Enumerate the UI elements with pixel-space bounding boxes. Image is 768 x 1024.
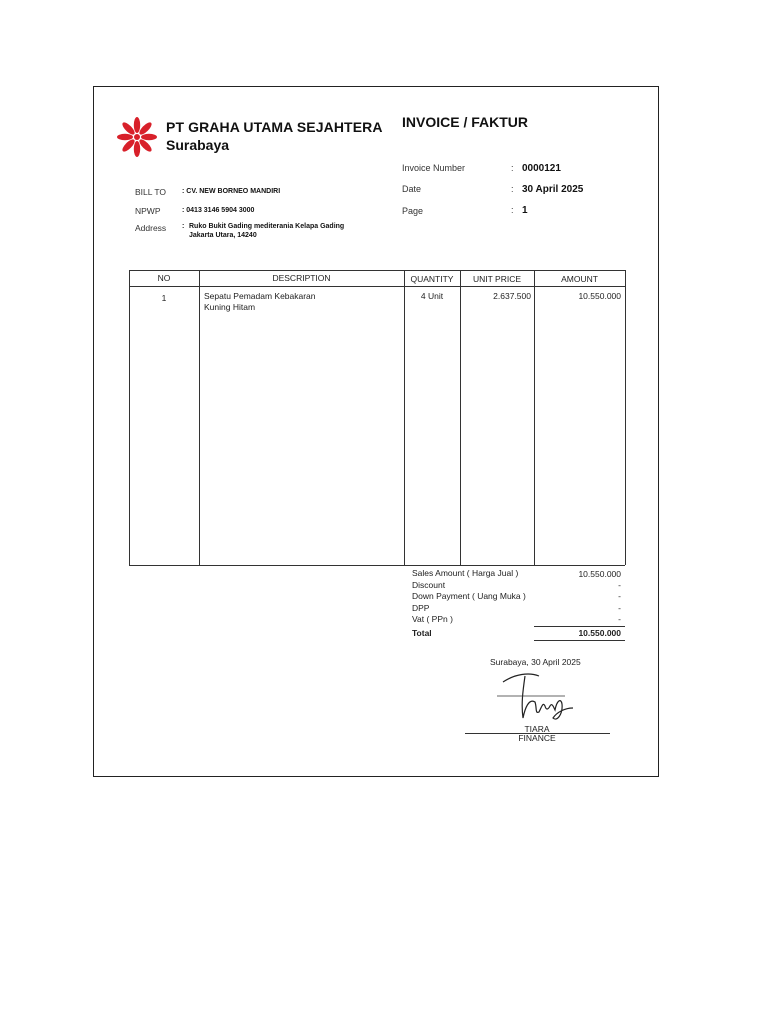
- discount-value: -: [618, 580, 621, 590]
- row-amount: 10.550.000: [578, 291, 621, 301]
- address-colon: :: [182, 223, 185, 230]
- bill-to-value: : CV. NEW BORNEO MANDIRI: [182, 188, 281, 195]
- header-no: NO: [157, 273, 171, 283]
- address-label: Address: [135, 223, 167, 233]
- header-amount: AMOUNT: [561, 274, 598, 284]
- npwp-label: NPWP: [135, 206, 161, 216]
- dpp-label: DPP: [412, 603, 430, 613]
- address-line2: Jakarta Utara, 14240: [189, 232, 257, 239]
- document-title: INVOICE / FAKTUR: [402, 114, 529, 130]
- page-label: Page: [402, 206, 424, 216]
- company-logo-icon: [115, 115, 159, 159]
- discount-label: Discount: [412, 580, 446, 590]
- row-description-line1: Sepatu Pemadam Kebakaran: [204, 291, 316, 301]
- signatory-name: TIARA: [524, 724, 550, 734]
- down-payment-label: Down Payment ( Uang Muka ): [412, 591, 526, 601]
- handwritten-signature: [495, 668, 575, 724]
- header-quantity: QUANTITY: [410, 274, 454, 284]
- invoice-number-label: Invoice Number: [402, 163, 466, 173]
- address-line1: Ruko Bukit Gading mediterania Kelapa Gading: [189, 223, 345, 230]
- vat-value: -: [618, 614, 621, 624]
- row-quantity: 4 Unit: [420, 291, 444, 301]
- total-label: Total: [412, 628, 432, 638]
- dpp-value: -: [618, 603, 621, 613]
- row-description-line2: Kuning Hitam: [204, 302, 256, 312]
- company-city: Surabaya: [166, 137, 230, 153]
- row-no: 1: [161, 293, 167, 303]
- page-colon: :: [511, 205, 514, 215]
- down-payment-value: -: [618, 591, 621, 601]
- row-unit-price: 2.637.500: [493, 291, 531, 301]
- header-description: DESCRIPTION: [272, 273, 331, 283]
- page-value: 1: [522, 205, 528, 216]
- invoice-number-colon: :: [511, 163, 514, 173]
- date-label: Date: [402, 184, 422, 194]
- invoice-number-value: 0000121: [522, 163, 561, 174]
- date-value: 30 April 2025: [522, 184, 584, 195]
- npwp-value: : 0413 3146 5904 3000: [182, 207, 255, 214]
- bill-to-label: BILL TO: [135, 187, 167, 197]
- total-value: 10.550.000: [578, 628, 621, 638]
- sales-amount-value: 10.550.000: [578, 569, 621, 579]
- date-colon: :: [511, 184, 514, 194]
- vat-label: Vat ( PPn ): [412, 614, 453, 624]
- signatory-position: FINANCE: [518, 733, 556, 743]
- header-unit-price: UNIT PRICE: [472, 274, 522, 284]
- signature-place-date: Surabaya, 30 April 2025: [490, 657, 581, 667]
- company-name: PT GRAHA UTAMA SEJAHTERA: [166, 119, 383, 135]
- sales-amount-label: Sales Amount ( Harga Jual ): [412, 568, 519, 578]
